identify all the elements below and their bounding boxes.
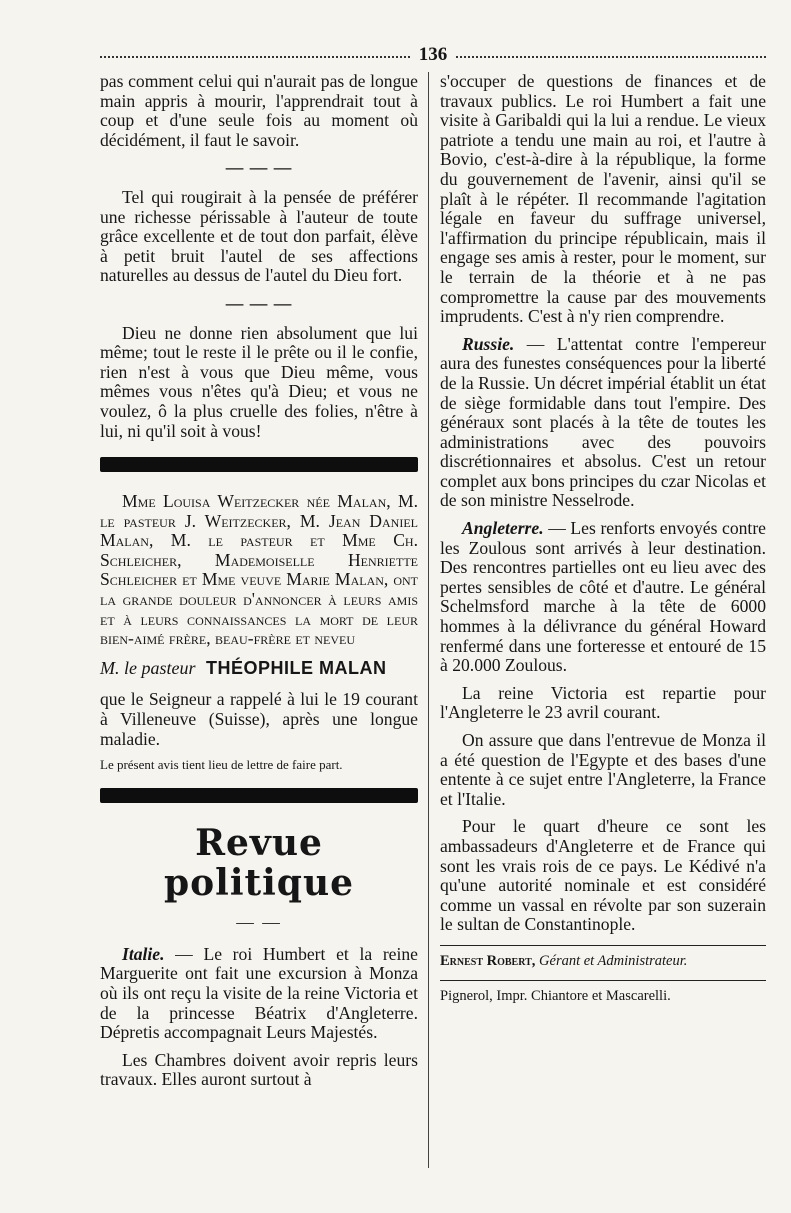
death-notice-footnote: Le présent avis tient lieu de lettre de faire part. [100, 757, 343, 773]
left-column [100, 72, 418, 1098]
italie-paragraph-2: Les Chambres doivent avoir repris leurs travaux. Elles auront surtout à [100, 1049, 418, 1090]
right-column [440, 72, 766, 1005]
section-separator: — — [236, 912, 282, 933]
imprint-editor-line [440, 952, 766, 970]
editor-role: Gérant et Administrateur. [539, 952, 688, 969]
column-divider [428, 72, 429, 1168]
angleterre-paragraph [440, 519, 766, 676]
separator: — — — [225, 157, 293, 178]
imprint-rule [440, 980, 766, 981]
heavy-rule [100, 788, 418, 803]
header-rule-right [456, 56, 766, 58]
editor-name: Ernest Robert, [440, 952, 536, 969]
death-notice-text: Mme Louisa Weitzecker née Malan, M. le pasteur J. Weitzecker, M. Jean Daniel Malan, M. le pasteur et Mme Ch. Schleicher, Mademoiselle Henriette Schleicher et Mme veuve Marie Malan, ont la grande douleur d'annoncer à leurs amis et à leurs connaissances la mort de leur bien-aimé frère, beau-frère et neveu [100, 491, 418, 649]
italie-text: — Le roi Humbert et la reine Marguerite ont fait une excursion à Monza où ils ont reçu la visite de la reine Victoria et de la princesse Béatrix d'Angleterre. Dépretis accompagnait Leurs Majestés. [100, 943, 418, 1043]
russie-text: — L'attentat contre l'empereur aura des funestes conséquences pour la liberté de la Russie. Un décret impérial établit un état de siège formidable dans tout l'empire. Des généraux sont placés à la tête de toutes les administrations avec des pouvoirs discrétionnaires et absolus. C'est un retour complet aux bons principes du czar Nicolas et de son ministre Nesselrode. [440, 333, 766, 511]
imprint-rule [440, 945, 766, 946]
death-notice-text-2: que le Seigneur a rappelé à lui le 19 courant à Villeneuve (Suisse), après une longue maladie. [100, 689, 418, 749]
paragraph-continued: pas comment celui qui n'aurait pas de longue main appris à mourir, l'apprendrait tout à coup et d'une seule fois au moment où décidément, il faut le savoir. [100, 71, 418, 150]
ambassadeurs-paragraph: Pour le quart d'heure ce sont les ambassadeurs d'Angleterre et de France qui sont les vrais rois de ce pays. Le Kédivé n'a qu'une autorité nominale et est considéré comme un vassal en révolte par son suzerain le sultan de Constantinople. [440, 816, 766, 935]
deceased-name: THÉOPHILE MALAN [205, 657, 387, 678]
country-label-italie: Italie. [122, 943, 165, 964]
heavy-rule [100, 457, 418, 472]
victoria-paragraph: La reine Victoria est repartie pour l'Angleterre le 23 avril courant. [440, 682, 766, 723]
deceased-title: M. le pasteur [100, 657, 196, 678]
printer-line: Pignerol, Impr. Chiantore et Mascarelli. [440, 987, 671, 1004]
angleterre-text: — Les renforts envoyés contre les Zoulous sont arrivés à leur destination. Des rencontres partielles ont eu lieu avec des pertes sensibles de côté et d'autre. Le général Schelmsford marche à la tête de 6000 hommes à la délivrance du général Howard renfermé dans une forteresse et entouré de 15 à 20.000 Zoulous. [440, 518, 766, 676]
paragraph-dieu: Dieu ne donne rien absolument que lui même; tout le reste il le prête ou il le confie, rien n'est à vous que Dieu même, vous mêmes vous n'êtes qu'à Dieu; et vous ne voulez, ô la plus cruelle des folies, n'être à lui, ni qu'il soit à vous! [100, 322, 418, 441]
monza-paragraph: On assure que dans l'entrevue de Monza il a été question de l'Egypte et des bases d'une entente à ce sujet entre l'Angleterre, la France et l'Italie. [440, 730, 766, 809]
italie-paragraph [100, 945, 418, 1043]
header-rule-left [100, 56, 410, 58]
paragraph-tel-qui: Tel qui rougirait à la pensée de préférer une richesse périssable à l'auteur de toute grâce excellente et de tout don parfait, élève à petit bruit l'autel de ses affections naturelles au dessus de l'autel du Dieu fort. [100, 186, 418, 286]
country-label-angleterre: Angleterre. [462, 518, 544, 539]
page-number: 136 [418, 44, 448, 65]
deceased-line [100, 659, 418, 679]
separator: — — — [225, 292, 293, 313]
page-header [100, 44, 766, 66]
section-title: Revue politique [163, 822, 355, 905]
russie-paragraph [440, 335, 766, 511]
country-label-russie: Russie. [462, 333, 515, 354]
paragraph-continued-right: s'occuper de questions de finances et de travaux publics. Le roi Humbert a fait une visite à Garibaldi qui la lui a rendue. Le vieux patriote a tendu une main au roi, et l'autre à Bovio, c'est-à-dire à la république, la forme du gouvernement de l'avenir, ainsi qu'il se plaît à le répéter. Il recommande l'agitation légale en faveur du suffrage universel, l'affirmation du principe républicain, mais il engage ses amis à rester, pour le moment, sur le terrain de la théorie et à ne pas compromettre la cause par des mouvements imprudents. C'est à n'y rien comprendre. [440, 71, 766, 327]
